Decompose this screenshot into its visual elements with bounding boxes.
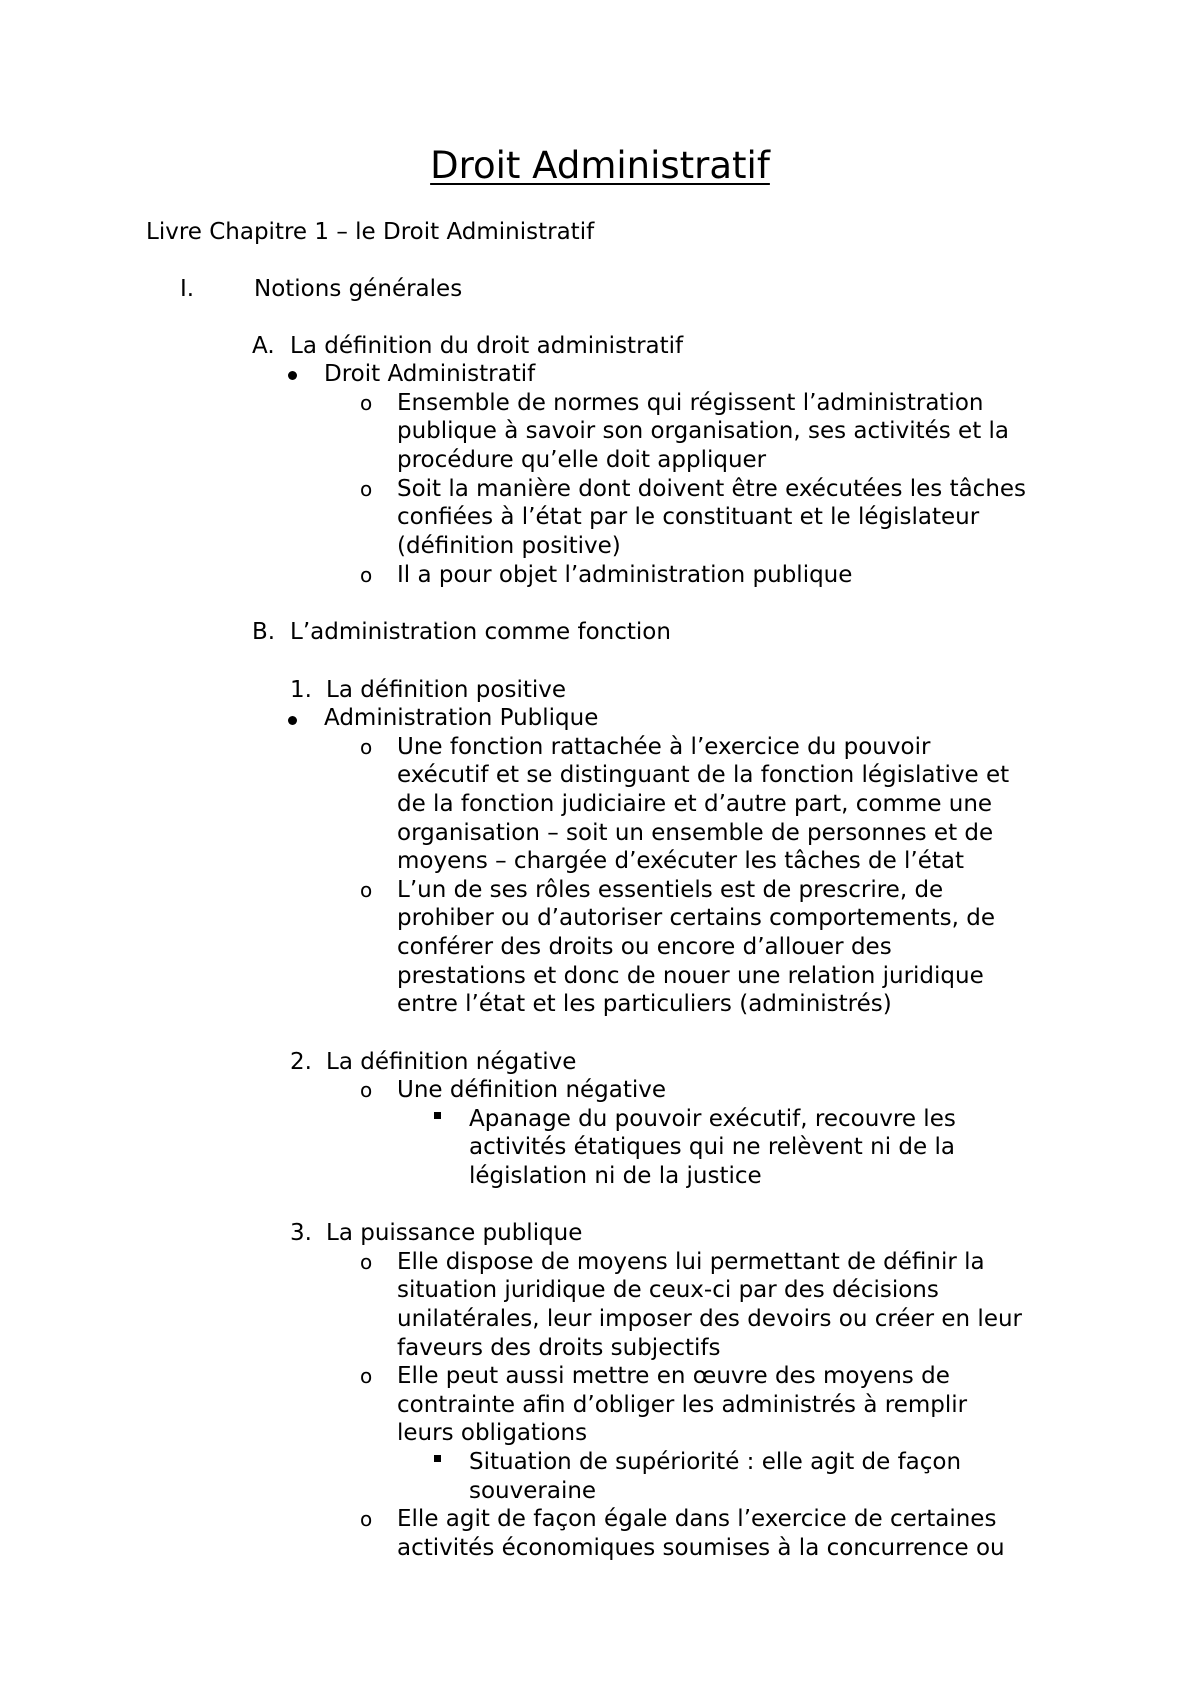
list-item-line: procédure qu’elle doit appliquer [397,447,767,473]
list-subitem-line: souveraine [469,1478,597,1504]
subsection-marker: B. [252,619,276,645]
list-item-line: conférer des droits ou encore d’allouer des [397,934,892,960]
numbered-heading: La puissance publique [326,1220,583,1246]
numbered-heading: La définition négative [326,1049,577,1075]
bullet-dot [288,716,297,725]
subsection-heading: La définition du droit administratif [290,333,684,359]
list-item-line: organisation – soit un ensemble de personnes et de [397,820,994,846]
list-item-line: entre l’état et les particuliers (administrés) [397,991,892,1017]
list-item-line: prohiber ou d’autoriser certains comportements, de [397,905,996,931]
bullet-circle: o [360,1078,373,1102]
list-item-line: de la fonction judiciaire et d’autre part, comme une [397,791,993,817]
subsection-marker: A. [252,333,275,359]
list-item-line: Elle peut aussi mettre en œuvre des moyens de [397,1363,950,1389]
list-subitem-line: Apanage du pouvoir exécutif, recouvre les [469,1106,956,1132]
list-item-line: Une définition négative [397,1077,667,1103]
list-subitem-line: Situation de supériorité : elle agit de façon [469,1449,962,1475]
bullet-circle: o [360,563,373,587]
bullet-text: Droit Administratif [324,361,536,387]
list-item-line: Elle agit de façon égale dans l’exercice de certaines [397,1506,997,1532]
section-heading: Notions générales [254,276,463,302]
list-item-line: Elle dispose de moyens lui permettant de définir la [397,1249,985,1275]
list-item-line: situation juridique de ceux-ci par des décisions [397,1277,939,1303]
section-marker: I. [180,276,195,302]
bullet-circle: o [360,477,373,501]
list-subitem-line: législation ni de la justice [469,1163,762,1189]
bullet-circle: o [360,735,373,759]
numbered-marker: 3. [290,1220,312,1246]
bullet-circle: o [360,1364,373,1388]
bullet-circle: o [360,878,373,902]
bullet-text: Administration Publique [324,705,599,731]
list-item-line: Il a pour objet l’administration publique [397,562,853,588]
numbered-marker: 1. [290,677,312,703]
list-item-line: L’un de ses rôles essentiels est de prescrire, de [397,877,944,903]
list-item-line: publique à savoir son organisation, ses activités et la [397,418,1010,444]
bullet-circle: o [360,1250,373,1274]
list-item-line: confiées à l’état par le constituant et le législateur [397,504,980,530]
list-item-line: exécutif et se distinguant de la fonction législative et [397,762,1010,788]
numbered-heading: La définition positive [326,677,567,703]
page-title: Droit Administratif [430,144,770,187]
list-item-line: contrainte afin d’obliger les administrés à remplir [397,1392,968,1418]
bullet-circle: o [360,391,373,415]
bullet-circle: o [360,1507,373,1531]
list-item-line: Ensemble de normes qui régissent l’administration [397,390,984,416]
bullet-square [434,1112,441,1119]
list-item-line: Soit la manière dont doivent être exécutées les tâches [397,476,1027,502]
list-item-line: Une fonction rattachée à l’exercice du pouvoir [397,734,931,760]
list-item-line: prestations et donc de nouer une relation juridique [397,963,984,989]
list-subitem-line: activités étatiques qui ne relèvent ni de la [469,1134,955,1160]
list-item-line: (définition positive) [397,533,621,559]
list-item-line: moyens – chargée d’exécuter les tâches de l’état [397,848,965,874]
list-item-line: leurs obligations [397,1420,588,1446]
subsection-heading: L’administration comme fonction [290,619,671,645]
bullet-square [434,1455,441,1462]
list-item-line: activités économiques soumises à la concurrence ou [397,1535,1005,1561]
numbered-marker: 2. [290,1049,312,1075]
subtitle: Livre Chapitre 1 – le Droit Administratif [146,219,595,245]
list-item-line: faveurs des droits subjectifs [397,1335,721,1361]
list-item-line: unilatérales, leur imposer des devoirs ou créer en leur [397,1306,1022,1332]
bullet-dot [288,371,297,380]
